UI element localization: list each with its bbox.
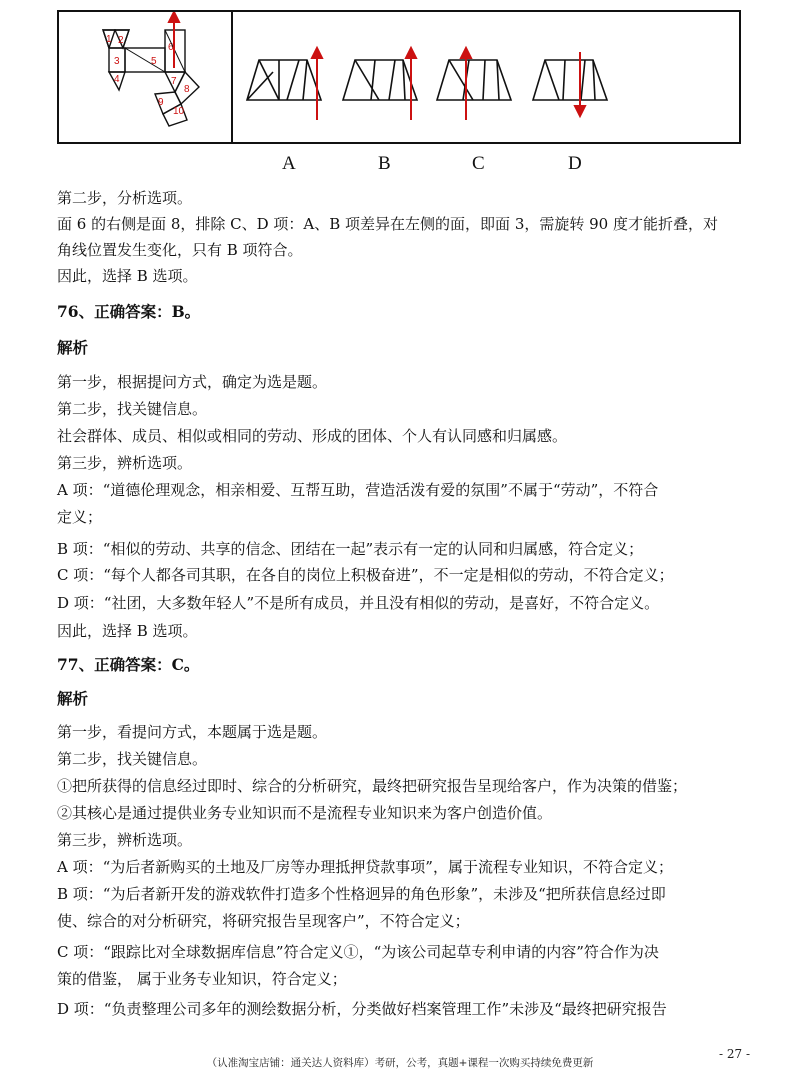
text-line: 因此，选择 B 选项。 [57,267,198,285]
option-label-b: B [378,153,391,174]
option-arrows [312,48,585,120]
text-line: D 项：“社团，大多数年轻人”不是所有成员，并且没有相似的劳动，是喜好，不符合定义。 [57,594,660,612]
option-shapes [247,60,607,100]
text-line: A 项：“为后者新购买的土地及厂房等办理抵押贷款事项”，属于流程专业知识，不符合定义； [57,858,673,876]
figure-drawing [59,12,743,146]
shape-a [247,60,321,100]
text-line: 第一步，根据提问方式，确定为选是题。 [57,373,328,391]
net-arrow [169,12,179,68]
shape-d [533,60,607,100]
text-line: 第二步，找关键信息。 [57,400,208,418]
text-line: 第三步，辨析选项。 [57,831,193,849]
text-line: 社会群体、成员、相似或相同的劳动、形成的团体、个人有认同感和归属感。 [57,427,568,445]
shape-b [343,60,417,100]
text-line: 第二步，分析选项。 [57,189,193,207]
text-line: 定义； [57,508,103,526]
option-label-d: D [568,153,582,174]
text-line: ①把所获得的信息经过即时、综合的分析研究，最终把研究报告呈现给客户，作为决策的借鉴； [57,777,688,795]
net-number: 9 [158,97,164,108]
text-line: 角线位置发生变化，只有 B 项符合。 [57,241,303,259]
text-line: D 项：“负责整理公司多年的测绘数据分析，分类做好档案管理工作”未涉及“最终把研究报告 [57,1000,667,1018]
text-line: 面 6 的右侧是面 8，排除 C、D 项：A、B 项差异在左侧的面，即面 3，需旋转 90 度才能折叠，对 [57,215,718,233]
net-numbers [106,34,190,117]
text-line: B 项：“为后者新开发的游戏软件打造多个性格迥异的角色形象”，未涉及“把所获信息经过即 [57,885,666,903]
text-line: 策的借鉴， 属于业务专业知识，符合定义； [57,970,347,988]
net-number: 1 [106,34,112,45]
text-line: C 项：“跟踪比对全球数据库信息”符合定义①，“为该公司起草专利申请的内容”符合作为决 [57,943,659,961]
shape-c [437,60,511,100]
analysis-heading: 解析 [57,689,89,708]
text-line: ②其核心是通过提供业务专业知识而不是流程专业知识来为客户创造价值。 [57,804,553,822]
text-line: 第一步，看提问方式，本题属于选是题。 [57,723,328,741]
net-number: 8 [184,84,190,95]
answer-heading: 76、正确答案：B。 [57,302,201,321]
text-line: 第二步，找关键信息。 [57,750,208,768]
question-figure [57,10,741,144]
analysis-heading: 解析 [57,338,89,357]
net-number: 3 [114,56,120,67]
option-label-c: C [472,153,485,174]
net-number: 4 [114,74,120,85]
net-number: 2 [118,35,124,46]
text-line: 因此，选择 B 选项。 [57,622,198,640]
text-line: A 项：“道德伦理观念，相亲相爱、互帮互助，营造活泼有爱的氛围”不属于“劳动”，不符合 [57,481,659,499]
text-line: B 项：“相似的劳动、共享的信念、团结在一起”表示有一定的认同和归属感，符合定义； [57,540,644,558]
net-number: 5 [151,56,157,67]
net-number: 10 [173,106,185,117]
text-line: 使、综合的对分析研究，将研究报告呈现客户”，不符合定义； [57,912,470,930]
page-footer: （认准淘宝店铺：通关达人资料库）考研，公考，真题+课程一次购买持续免费更新 [206,1057,594,1069]
net-number: 6 [168,42,174,53]
net-number: 7 [171,76,177,87]
text-line: 第三步，辨析选项。 [57,454,193,472]
net-diagonals [125,30,185,72]
page-number: - 27 - [718,1047,750,1061]
option-label-a: A [282,153,296,174]
answer-heading: 77、正确答案：C。 [57,655,200,674]
text-line: C 项：“每个人都各司其职，在各自的岗位上积极奋进”，不一定是相似的劳动，不符合定义； [57,566,674,584]
